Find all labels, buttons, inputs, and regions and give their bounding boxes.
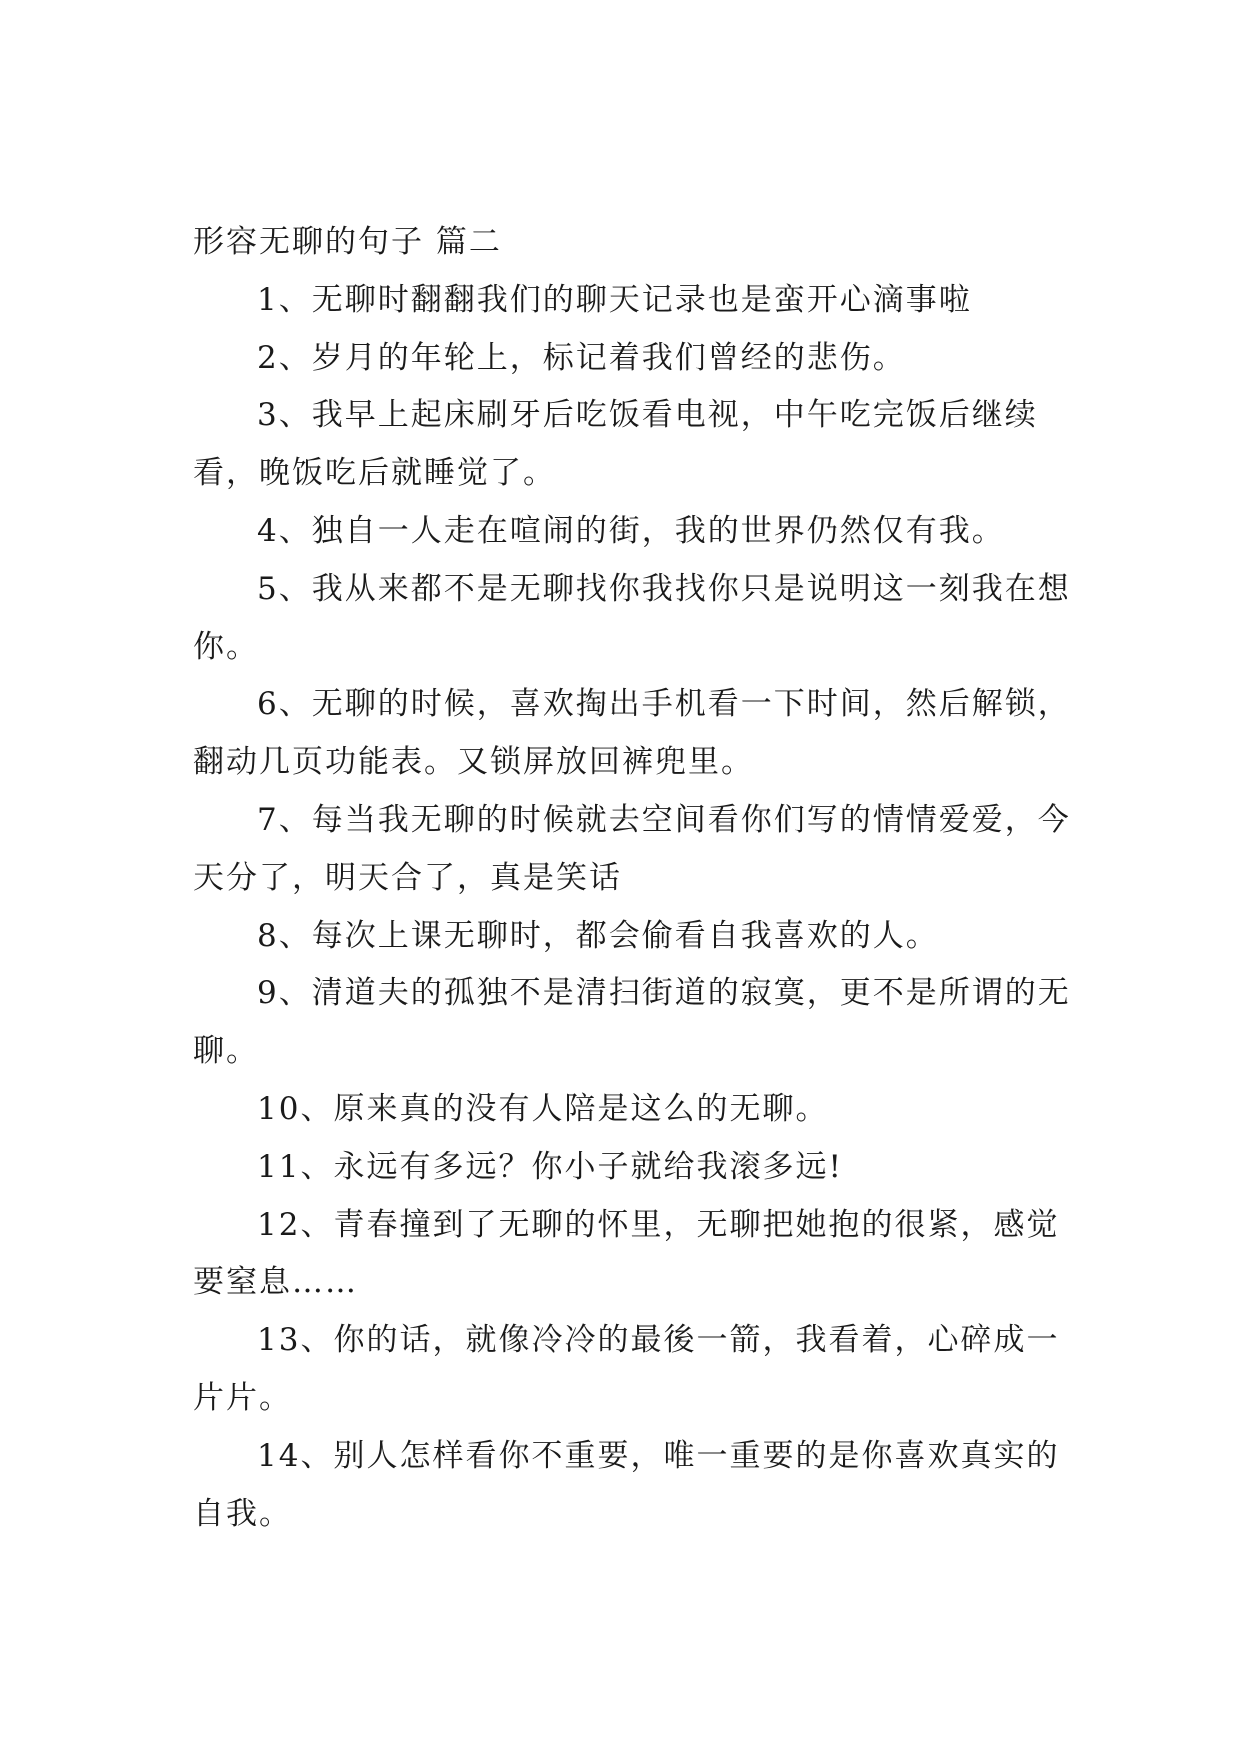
list-item-9: 9、清道夫的孤独不是清扫街道的寂寞，更不是所谓的无聊。	[193, 975, 1071, 1070]
list-item-4: 4、独自一人走在喧闹的街，我的世界仍然仅有我。	[257, 512, 1005, 549]
list-item-5: 5、我从来都不是无聊找你我找你只是说明这一刻我在想你。	[193, 570, 1071, 665]
list-item-14: 14、别人怎样看你不重要，唯一重要的是你喜欢真实的自我。	[193, 1437, 1060, 1532]
list-item-10: 10、原来真的没有人陪是这么的无聊。	[257, 1090, 829, 1127]
list-item-11: 11、永远有多远？你小子就给我滚多远!	[257, 1148, 843, 1185]
list-item-2: 2、岁月的年轮上，标记着我们曾经的悲伤。	[257, 339, 906, 376]
list-item-1: 1、无聊时翻翻我们的聊天记录也是蛮开心滴事啦	[257, 281, 972, 318]
list-item-6: 6、无聊的时候，喜欢掏出手机看一下时间，然后解锁，翻动几页功能表。又锁屏放回裤兜里。	[193, 686, 1071, 781]
section-heading: 形容无聊的句子 篇二	[193, 224, 502, 260]
list-item-8: 8、每次上课无聊时，都会偷看自我喜欢的人。	[257, 917, 939, 954]
document-body	[193, 214, 1073, 1543]
list-item-13: 13、你的话，就像冷冷的最後一箭，我看着，心碎成一片片。	[193, 1322, 1060, 1416]
list-item-3: 3、我早上起床刷牙后吃饭看电视，中午吃完饭后继续看，晚饭吃后就睡觉了。	[193, 397, 1038, 492]
list-item-12: 12、青春撞到了无聊的怀里，无聊把她抱的很紧，感觉要窒息……	[193, 1206, 1060, 1301]
list-item-7: 7、每当我无聊的时候就去空间看你们写的情情爱爱，今天分了，明天合了，真是笑话	[193, 801, 1071, 896]
